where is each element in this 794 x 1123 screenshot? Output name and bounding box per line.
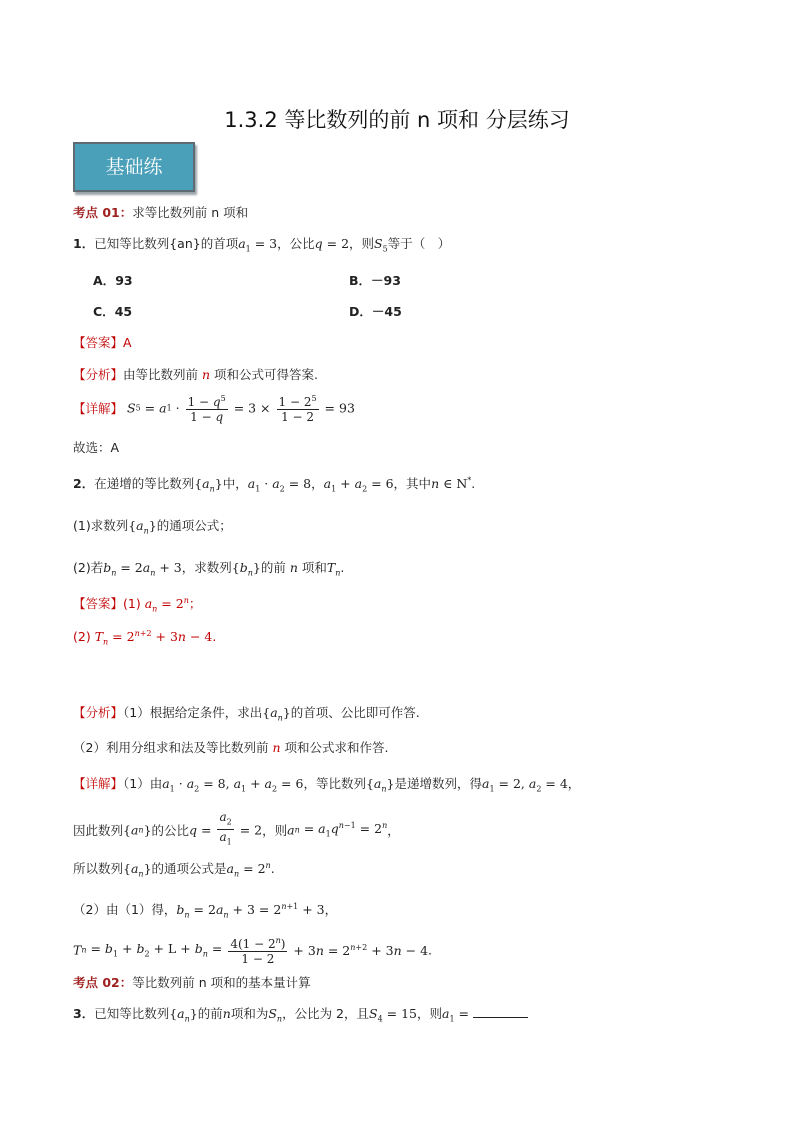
q2-analysis-2: （2）利用分组求和法及等比数列前 n 项和公式求和作答.	[73, 740, 389, 755]
q1-answer: 【答案】A	[73, 335, 132, 350]
q2-detail-4: （2）由（1）得，$b_n = 2a_n + 3 = 2^{n+1} + 3$，	[73, 901, 338, 920]
question-1: 1．已知等比数列{an}的首项$a_1 = 3$，公比q = 2，则$S_5$等于（ ）	[73, 236, 451, 254]
answer-blank[interactable]	[473, 1005, 528, 1018]
q2-answer-2: (2) $T_n = 2^{n+2} + 3n - 4$.	[73, 629, 217, 647]
option-c[interactable]: C．45	[93, 304, 133, 319]
q1-conclusion: 故选：A	[73, 440, 120, 455]
q2-answer: 【答案】(1) $a_n = 2^n$；	[73, 595, 202, 614]
q1-detail: 【详解】 S5 = a1 · $\frac{1 - q^5}{1 - q}$ = 3 × $\frac{1 - 2^5}{1 - 2}$ = 93	[73, 394, 355, 424]
q2-detail-5: $Tn = b_1 + b_2 + L + b_n$ = $\frac{4(1 - 2^n)}{1 - 2}$ + $3n = 2^{n+2} + 3n - 4$.	[73, 936, 433, 966]
option-a[interactable]: A．93	[93, 273, 133, 288]
kaodian-02: 考点 02：等比数列前 n 项和的基本量计算	[73, 975, 311, 990]
q2-part2: (2)若$b_n = 2a_n + 3$，求数列$\{b_n\}$的前 n 项和$T_n$.	[73, 560, 345, 578]
q2-detail-1: 【详解】（1）由$a_1 \cdot a_2 = 8$, $a_1 + a_2 = 6$，等比数列$\{a_n\}$是递增数列，得$a_1 = 2$, $a_2 = 4$，	[73, 776, 581, 794]
q2-analysis-1: 【分析】（1）根据给定条件，求出$\{a_n\}$的首项、公比即可作答.	[73, 705, 420, 723]
page-title: 1.3.2 等比数列的前 n 项和 分层练习	[224, 108, 570, 132]
option-b[interactable]: B．－93	[349, 273, 401, 288]
q1-analysis: 【分析】由等比数列前 n 项和公式可得答案.	[73, 367, 319, 382]
question-2: 2．在递增的等比数列$\{a_n\}$中，$a_1 \cdot a_2 = 8$，$a_1 + a_2 = 6$，其中n ∈ N*.	[73, 475, 476, 494]
question-3: 3．已知等比数列$\{a_n\}$的前n项和为$S_n$，公比为 2，且$S_4 = 15$，则$a_1$ =	[73, 1004, 528, 1024]
q2-detail-3: 所以数列$\{a_n\}$的通项公式是$a_n = 2^n$.	[73, 860, 275, 879]
kaodian-01: 考点 01：求等比数列前 n 项和	[73, 205, 249, 220]
q2-detail-2: 因此数列{an}的公比q = $\frac{a_2}{a_1}$ = 2，则an = $a_1q^{n-1} = 2^n$，	[73, 810, 400, 847]
q2-part1: (1)求数列$\{a_n\}$的通项公式；	[73, 518, 232, 536]
section-badge: 基础练	[73, 142, 195, 192]
option-d[interactable]: D．－45	[349, 304, 402, 319]
